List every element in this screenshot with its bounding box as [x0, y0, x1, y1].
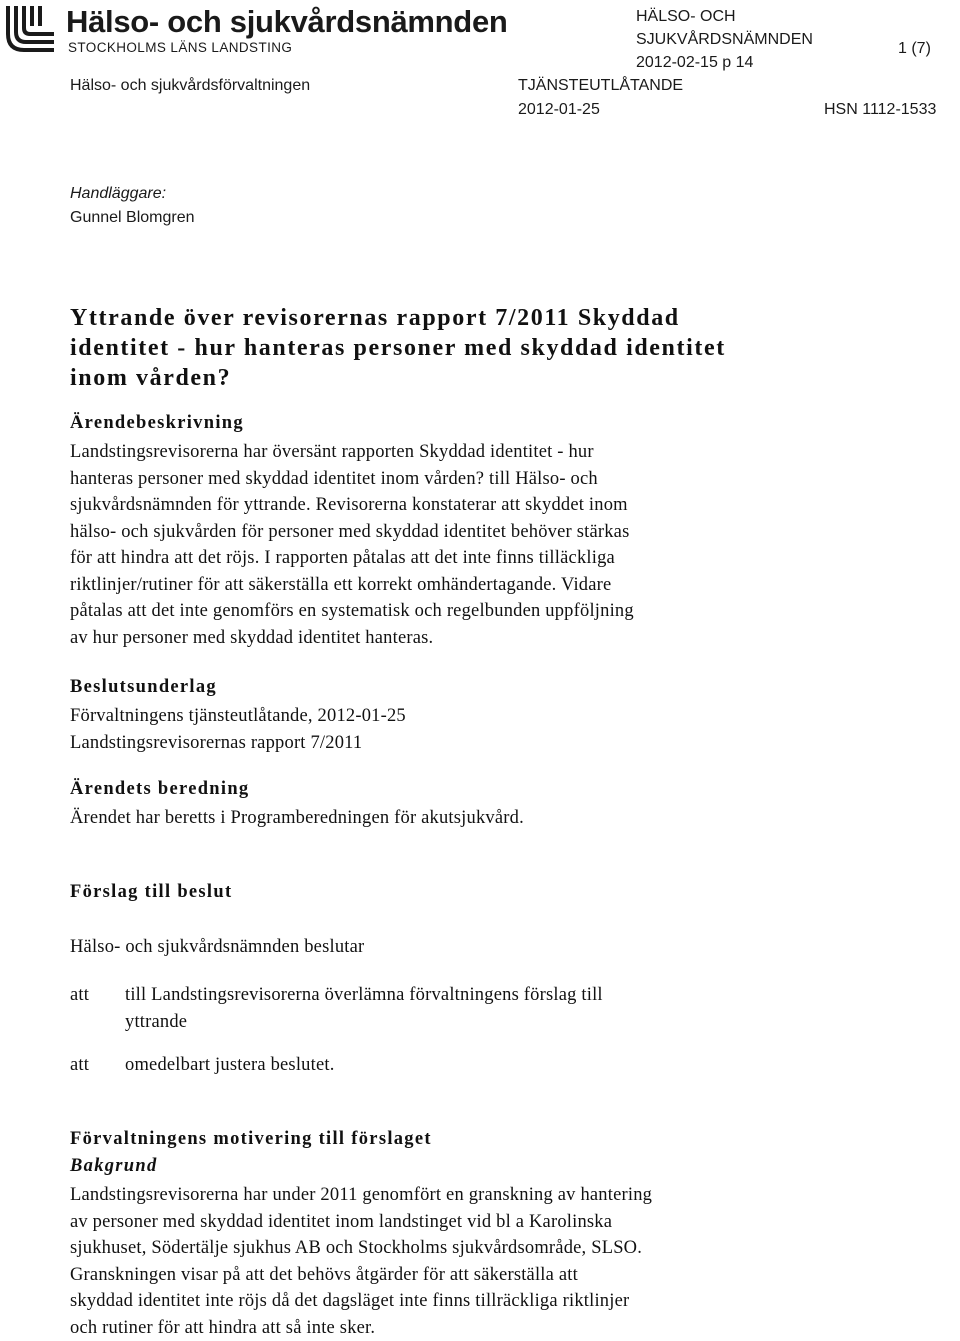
logo-title: Hälso- och sjukvårdsnämnden — [66, 4, 508, 40]
text-line: Landstingsrevisorerna har under 2011 genomfört en granskning av hantering — [70, 1182, 652, 1209]
text-line: omedelbart justera beslutet. — [125, 1052, 335, 1079]
meeting-reference: 2012-02-15 p 14 — [636, 54, 753, 72]
document-type: TJÄNSTEUTLÅTANDE — [518, 77, 683, 95]
document-date: 2012-01-25 — [518, 101, 600, 119]
section-heading-arendebeskrivning: Ärendebeskrivning — [70, 413, 244, 434]
text-line: riktlinjer/rutiner för att säkerställa ett korrekt omhändertagande. Vidare — [70, 572, 634, 599]
beslutsunderlag-list — [70, 703, 406, 756]
text-line: skyddad identitet inte röjs då det dagsläget inte finns tillräckliga riktlinjer — [70, 1288, 652, 1315]
text-line: Landstingsrevisorerna har översänt rapporten Skyddad identitet - hur — [70, 439, 634, 466]
document-title: Yttrande över revisorernas rapport 7/2011 Skyddad identitet - hur hanteras personer med skyddad identitet inom vården? — [70, 303, 770, 393]
case-reference: HSN 1112-1533 — [824, 101, 936, 119]
text-line: Landstingsrevisorernas rapport 7/2011 — [70, 730, 406, 757]
logo-subtitle: STOCKHOLMS LÄNS LANDSTING — [68, 40, 292, 55]
text-line: sjukhuset, Södertälje sjukhus AB och Stockholms sjukvårdsområde, SLSO. — [70, 1235, 652, 1262]
text-line: av personer med skyddad identitet inom landstinget vid bl a Karolinska — [70, 1209, 652, 1236]
decision-item-text — [125, 982, 603, 1035]
decision-item-label: att — [70, 1052, 89, 1079]
section-heading-motivering: Förvaltningens motivering till förslaget — [70, 1129, 432, 1150]
text-line: och rutiner för att hindra att så inte sker. — [70, 1315, 652, 1341]
section-heading-beslutsunderlag: Beslutsunderlag — [70, 677, 217, 698]
committee-name: HÄLSO- OCH — [636, 8, 736, 26]
decision-item-text — [125, 1052, 335, 1079]
text-line: av hur personer med skyddad identitet hanteras. — [70, 625, 634, 652]
section-heading-forslag: Förslag till beslut — [70, 882, 232, 903]
beredning-text: Ärendet har beretts i Programberedningen för akutsjukvård. — [70, 805, 524, 832]
decision-item-label: att — [70, 982, 89, 1009]
text-line: hälso- och sjukvården för personer med skyddad identitet behöver stärkas — [70, 519, 634, 546]
page-number: 1 (7) — [898, 40, 931, 58]
arendebeskrivning-text — [70, 439, 634, 651]
handler-name: Gunnel Blomgren — [70, 209, 195, 227]
logo-mark-icon — [2, 4, 60, 54]
text-line: Granskningen visar på att det behövs åtgärder för att säkerställa att — [70, 1262, 652, 1289]
organization-logo — [0, 2, 480, 58]
bakgrund-text — [70, 1182, 652, 1341]
text-line: hanteras personer med skyddad identitet inom vården? till Hälso- och — [70, 466, 634, 493]
subheading-bakgrund: Bakgrund — [70, 1156, 158, 1177]
section-heading-beredning: Ärendets beredning — [70, 779, 249, 800]
text-line: för att hindra att det röjs. I rapporten påtalas att det inte finns tilläckliga — [70, 545, 634, 572]
forslag-intro: Hälso- och sjukvårdsnämnden beslutar — [70, 934, 364, 961]
text-line: yttrande — [125, 1009, 603, 1036]
text-line: sjukvårdsnämnden för yttrande. Revisorerna konstaterar att skyddet inom — [70, 492, 634, 519]
text-line: till Landstingsrevisorerna överlämna förvaltningens förslag till — [125, 982, 603, 1009]
department-name: Hälso- och sjukvårdsförvaltningen — [70, 77, 310, 95]
handler-label: Handläggare: — [70, 185, 166, 203]
committee-name-line2: SJUKVÅRDSNÄMNDEN — [636, 31, 813, 49]
text-line: påtalas att det inte genomförs en systematisk och regelbunden uppföljning — [70, 598, 634, 625]
text-line: Förvaltningens tjänsteutlåtande, 2012-01-25 — [70, 703, 406, 730]
